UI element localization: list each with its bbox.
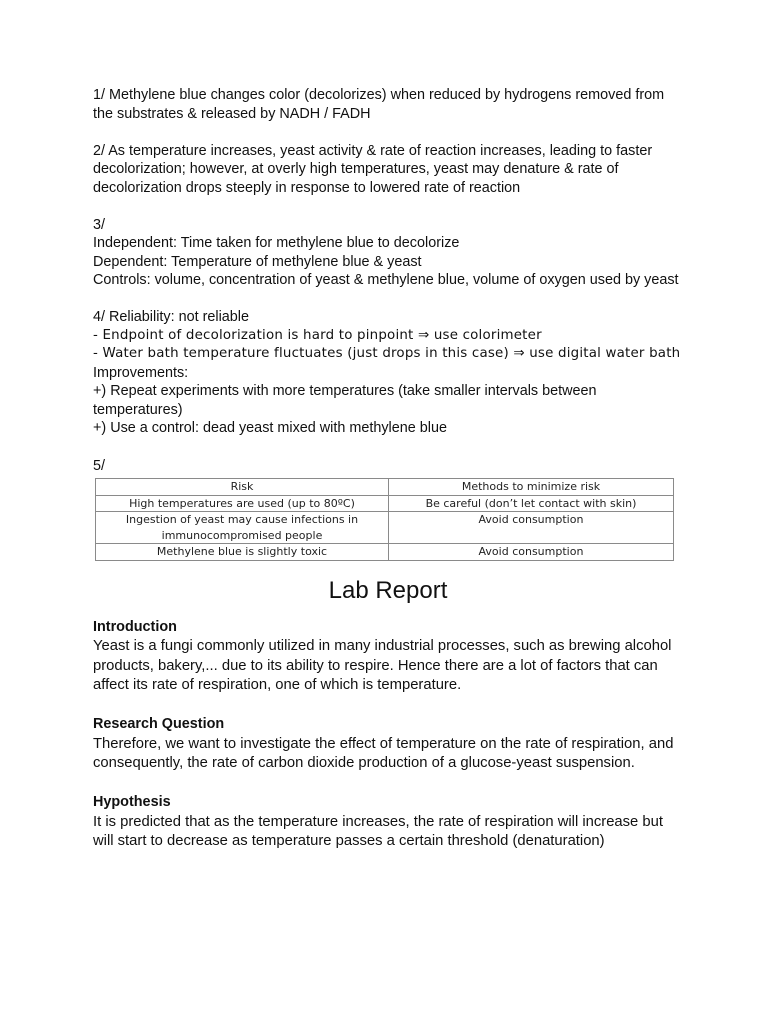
table-row xyxy=(96,495,674,512)
hypothesis-section xyxy=(93,793,683,852)
answer-5 xyxy=(93,457,683,561)
research-question-heading: Research Question xyxy=(93,716,225,732)
method-cell: Avoid consumption xyxy=(389,544,674,561)
risk-table-header xyxy=(96,479,674,496)
issue-endpoint: - Endpoint of decolorization is hard to pinpoint ⇒ use colorimeter xyxy=(93,327,542,343)
document-page xyxy=(93,86,683,852)
answer-4 xyxy=(93,308,683,438)
research-question-text: Therefore, we want to investigate the effect of temperature on the rate of respiration, and consequently, the rate of carbon dioxide production of a glucose-yeast suspension. xyxy=(93,735,674,771)
introduction-heading: Introduction xyxy=(93,618,177,635)
answer-1: 1/ Methylene blue changes color (decolorizes) when reduced by hydrogens removed from the substrates & released by NADH / FADH xyxy=(93,87,665,122)
introduction-text: Yeast is a fungi commonly utilized in many industrial processes, such as brewing alcohol products, bakery,... due to its ability to respire. Hence there are a lot of factors that can affect its rate of respiration, one of which is temperature. xyxy=(93,638,672,693)
method-cell: Be careful (don’t let contact with skin) xyxy=(389,495,674,512)
risk-table xyxy=(95,478,674,561)
hypothesis-heading: Hypothesis xyxy=(93,794,171,810)
issue-water-bath: - Water bath temperature fluctuates (just drops in this case) ⇒ use digital water bath xyxy=(93,346,681,361)
answer-2: 2/ As temperature increases, yeast activity & rate of reaction increases, leading to faster decolorization; however, at overly high temperatures, yeast may denature & rate of decolorization drops steeply in response to lowered rate of reaction xyxy=(93,142,653,196)
risk-header-cell: Risk xyxy=(96,479,389,496)
methods-header-cell: Methods to minimize risk xyxy=(389,479,674,496)
answer-5-label: 5/ xyxy=(93,457,106,474)
risk-cell: Methylene blue is slightly toxic xyxy=(96,544,389,561)
answer-3-label: 3/ xyxy=(93,216,106,233)
risk-cell: Ingestion of yeast may cause infections in immunocompromised people xyxy=(96,512,389,544)
risk-cell: High temperatures are used (up to 80ºC) xyxy=(96,495,389,512)
dependent-variable: Dependent: Temperature of methylene blue & yeast xyxy=(93,253,422,270)
introduction-section xyxy=(93,618,683,696)
table-row xyxy=(96,544,674,561)
hypothesis-text: It is predicted that as the temperature increases, the rate of respiration will increase but will start to decrease as temperature passes a certain threshold (denaturation) xyxy=(93,813,663,849)
reliability-statement: 4/ Reliability: not reliable xyxy=(93,309,249,325)
improvement-1: +) Repeat experiments with more temperatures (take smaller intervals between temperatures) xyxy=(93,383,597,418)
research-question-section xyxy=(93,715,683,774)
independent-variable: Independent: Time taken for methylene blue to decolorize xyxy=(93,235,460,251)
method-cell: Avoid consumption xyxy=(389,512,674,544)
answer-3 xyxy=(93,216,683,290)
improvement-2: +) Use a control: dead yeast mixed with methylene blue xyxy=(93,420,447,436)
improvements-label: Improvements: xyxy=(93,364,189,381)
table-row xyxy=(96,512,674,544)
control-variables: Controls: volume, concentration of yeast & methylene blue, volume of oxygen used by yeast xyxy=(93,272,679,288)
report-title: Lab Report xyxy=(328,576,448,604)
